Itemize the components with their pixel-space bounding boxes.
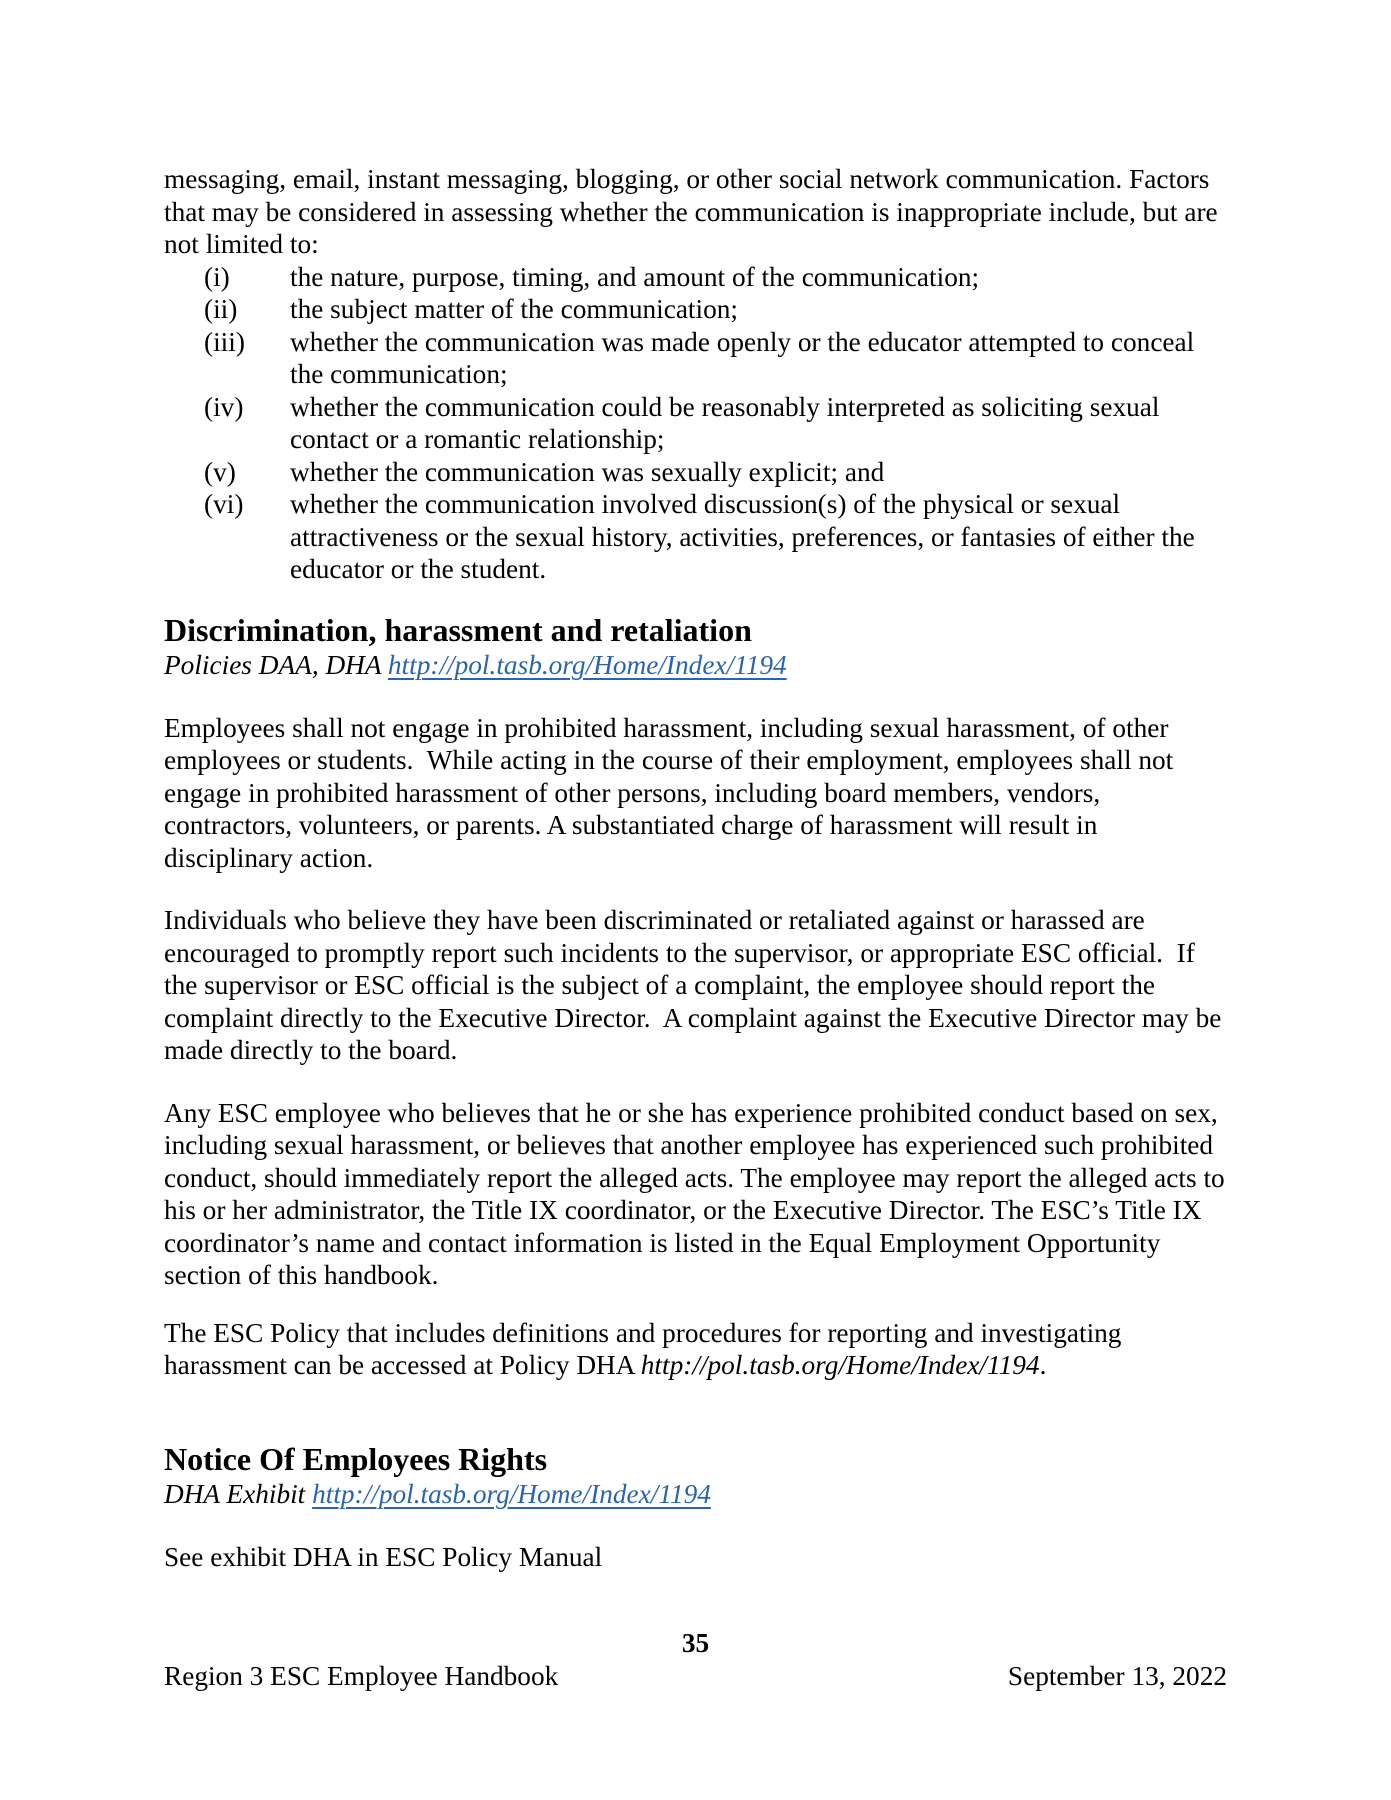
paragraph-line: engage in prohibited harassment of other persons, including board members, vendors,	[164, 777, 1101, 808]
paragraph-line: not limited to:	[164, 229, 319, 259]
paragraph-line	[164, 1349, 1227, 1382]
paragraph-line: conduct, should immediately report the alleged acts. The employee may report the alleged acts to	[164, 1162, 1225, 1193]
policy-reference-label: Policies DAA, DHA	[164, 649, 388, 680]
paragraph-line: made directly to the board.	[164, 1035, 458, 1065]
list-item	[164, 456, 1227, 489]
paragraph-line: his or her administrator, the Title IX coordinator, or the Executive Director. The ESC’s Title IX	[164, 1195, 1202, 1225]
paragraph-line: whether the communication was made openly or the educator attempted to conceal	[290, 326, 1195, 357]
section-heading-discrimination: Discrimination, harassment and retaliation	[164, 611, 752, 648]
paragraph-line: section of this handbook.	[164, 1260, 439, 1290]
footer-date: September 13, 2022	[1007, 1660, 1227, 1691]
paragraph-text: .	[1039, 1350, 1047, 1380]
list-item-text	[290, 488, 1227, 586]
paragraph-line: employees or students. While acting in the course of their employment, employees shall not	[164, 745, 1174, 775]
page-number: 35	[681, 1628, 710, 1658]
paragraph-line: whether the communication could be reasonably interpreted as soliciting sexual	[290, 391, 1160, 422]
page-footer	[164, 1627, 1227, 1692]
paragraph-line: The ESC Policy that includes definitions and procedures for reporting and investigating	[164, 1317, 1122, 1348]
paragraph-line: Any ESC employee who believes that he or she has experience prohibited conduct based on sex,	[164, 1097, 1218, 1128]
list-item	[164, 326, 1227, 391]
paragraph-line: contractors, volunteers, or parents. A substantiated charge of harassment will result in	[164, 810, 1098, 840]
paragraph-line: educator or the student.	[290, 554, 547, 584]
list-item-label: (iii)	[204, 326, 245, 357]
list-item-label: (i)	[204, 261, 230, 292]
list-item	[164, 293, 1227, 326]
intro-paragraph	[164, 163, 1227, 261]
paragraph-line: encouraged to promptly report such incidents to the supervisor, or appropriate ESC official. If	[164, 937, 1195, 968]
paragraph-line: whether the communication involved discussion(s) of the physical or sexual	[290, 489, 1121, 519]
exhibit-reference	[164, 1478, 1227, 1511]
list-item-label: (v)	[204, 456, 236, 487]
paragraph-line: disciplinary action.	[164, 842, 374, 873]
paragraph-line: Employees shall not engage in prohibited harassment, including sexual harassment, of other	[164, 712, 1169, 743]
page-content	[164, 163, 1227, 1573]
paragraph-harassment-prohibited	[164, 712, 1227, 875]
paragraph-line: the supervisor or ESC official is the subject of a complaint, the employee should report the	[164, 970, 1156, 1000]
policy-link[interactable]: http://pol.tasb.org/Home/Index/1194	[387, 649, 787, 680]
section-heading-notice: Notice Of Employees Rights	[164, 1440, 548, 1477]
policy-url-italic: http://pol.tasb.org/Home/Index/1194	[640, 1350, 1040, 1380]
list-item-text	[290, 326, 1227, 391]
paragraph-line: whether the communication was sexually explicit; and	[290, 456, 885, 487]
list-item-text	[290, 391, 1227, 456]
paragraph-policy-access	[164, 1317, 1227, 1382]
footer-document-title: Region 3 ESC Employee Handbook	[164, 1660, 559, 1691]
list-item-label: (iv)	[204, 391, 244, 422]
list-item	[164, 391, 1227, 456]
paragraph-line: the nature, purpose, timing, and amount of the communication;	[290, 261, 980, 292]
paragraph-text: harassment can be accessed at Policy DHA	[164, 1350, 641, 1380]
list-item	[164, 488, 1227, 586]
paragraph-line: messaging, email, instant messaging, blogging, or other social network communication. Factors	[164, 164, 1210, 194]
see-exhibit-text: See exhibit DHA in ESC Policy Manual	[164, 1541, 603, 1572]
paragraph-line: contact or a romantic relationship;	[290, 424, 665, 454]
paragraph-line: the communication;	[290, 359, 508, 389]
policy-reference	[164, 649, 1227, 682]
exhibit-link[interactable]: http://pol.tasb.org/Home/Index/1194	[312, 1478, 711, 1509]
paragraph-line: attractiveness or the sexual history, activities, preferences, or fantasies of either the	[290, 521, 1195, 552]
paragraph-line: that may be considered in assessing whether the communication is inappropriate include, but are	[164, 196, 1218, 227]
paragraph-line: coordinator’s name and contact information is listed in the Equal Employment Opportunity	[164, 1227, 1161, 1258]
paragraph-line: complaint directly to the Executive Director. A complaint against the Executive Director may be	[164, 1002, 1222, 1033]
factors-list	[164, 261, 1227, 586]
list-item-label: (vi)	[204, 489, 244, 519]
footer-row	[164, 1660, 1227, 1693]
paragraph-title-ix	[164, 1097, 1227, 1292]
list-item-text	[290, 261, 1227, 294]
list-item-text	[290, 293, 1227, 326]
paragraph-line: Individuals who believe they have been discriminated or retaliated against or harassed are	[164, 905, 1145, 935]
paragraph-reporting	[164, 904, 1227, 1067]
paragraph-line: the subject matter of the communication;	[290, 294, 738, 324]
list-item	[164, 261, 1227, 294]
list-item-text	[290, 456, 1227, 489]
paragraph-line: including sexual harassment, or believes that another employee has experienced such prohibited	[164, 1130, 1214, 1160]
exhibit-reference-label: DHA Exhibit	[164, 1478, 313, 1509]
list-item-label: (ii)	[204, 294, 238, 324]
